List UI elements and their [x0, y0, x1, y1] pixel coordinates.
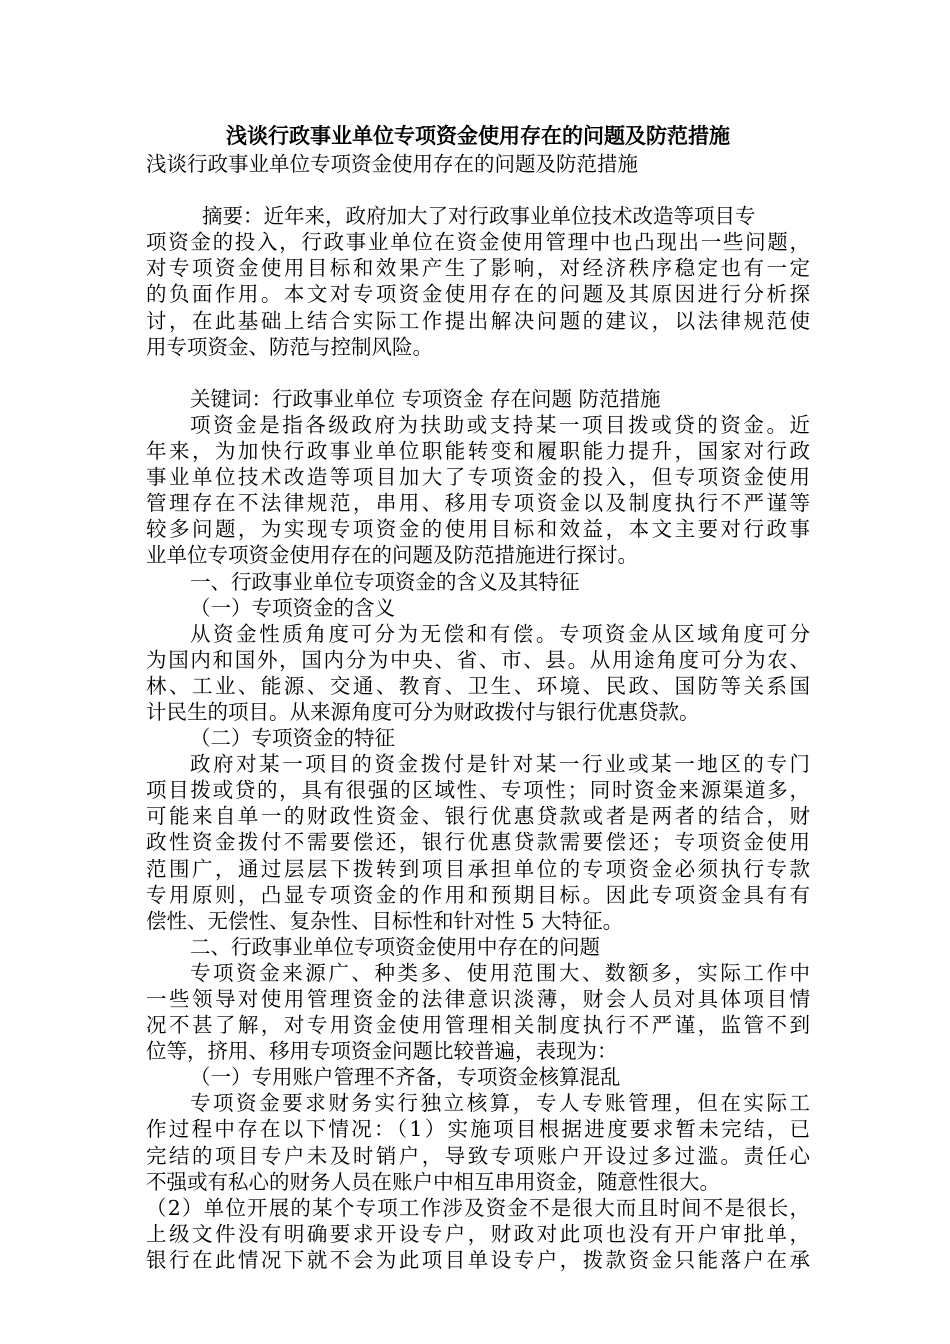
text-line: 年来，为加快行政事业单位职能转变和履职能力提升，国家对行政 [146, 439, 810, 464]
text-line: 一、行政事业单位专项资金的含义及其特征 [190, 569, 580, 594]
document-title: 浅谈行政事业单位专项资金使用存在的问题及防范措施 [226, 124, 730, 148]
document-body [146, 151, 810, 1273]
text-line: 项目拨或贷的，具有很强的区域性、专项性；同时资金来源渠道多， [146, 778, 810, 803]
text-line: 上级文件没有明确要求开设专户，财政对此项也没有开户审批单， [146, 1221, 810, 1246]
text-line: 浅谈行政事业单位专项资金使用存在的问题及防范措施 [146, 152, 638, 176]
text-line: 作过程中存在以下情况：（1）实施项目根据进度要求暂未完结，已 [146, 1117, 810, 1142]
text-line: 不强或有私心的财务人员在账户中相互串用资金，随意性很大。 [146, 1169, 720, 1194]
text-line: 计民生的项目。从来源角度可分为财政拨付与银行优惠贷款。 [146, 699, 700, 724]
text-line: （一）专项资金的含义 [190, 595, 395, 620]
blank-line [146, 177, 810, 203]
text-line: 项资金是指各级政府为扶助或支持某一项目拨或贷的资金。近 [190, 412, 810, 437]
text-line: 业单位专项资金使用存在的问题及防范措施进行探讨。 [146, 543, 638, 568]
text-line: 摘要：近年来，政府加大了对行政事业单位技术改造等项目专 [202, 204, 756, 229]
text-line: 偿性、无偿性、复杂性、目标性和针对性 5 大特征。 [146, 908, 624, 933]
text-line: 完结的项目专户未及时销户，导致专项账户开设过多过滥。责任心 [146, 1143, 810, 1168]
text-line: （二）专项资金的特征 [190, 726, 395, 751]
text-line: 从资金性质角度可分为无偿和有偿。专项资金从区域角度可分 [190, 621, 810, 646]
text-line: （一）专用账户管理不齐备，专项资金核算混乱 [190, 1065, 621, 1090]
text-line: 况不甚了解，对专用资金使用管理相关制度执行不严谨，监管不到 [146, 1013, 810, 1038]
text-line: 的负面作用。本文对专项资金使用存在的问题及其原因进行分析探 [146, 282, 810, 307]
document-page [146, 121, 810, 1273]
text-line: 二、行政事业单位专项资金使用中存在的问题 [190, 934, 600, 959]
text-line: 为国内和国外，国内分为中央、省、市、县。从用途角度可分为农、 [146, 647, 810, 672]
text-line: 银行在此情况下就不会为此项目单设专户，拨款资金只能落户在承 [146, 1247, 810, 1272]
text-line: 专用原则，凸显专项资金的作用和预期目标。因此专项资金具有有 [146, 882, 810, 907]
text-line: 政性资金拨付不需要偿还，银行优惠贷款需要偿还；专项资金使用 [146, 830, 810, 855]
text-line: （2）单位开展的某个专项工作涉及资金不是很大而且时间不是很长， [146, 1195, 810, 1220]
text-line: 管理存在不法律规范，串用、移用专项资金以及制度执行不严谨等 [146, 491, 810, 516]
text-line: 可能来自单一的财政性资金、银行优惠贷款或者是两者的结合，财 [146, 804, 810, 829]
text-line: 对专项资金使用目标和效果产生了影响，对经济秩序稳定也有一定 [146, 256, 810, 281]
text-line: 事业单位技术改造等项目加大了专项资金的投入，但专项资金使用 [146, 465, 810, 490]
text-line: 范围广，通过层层下拨转到项目承担单位的专项资金必须执行专款 [146, 856, 810, 881]
text-line: 关键词：行政事业单位 专项资金 存在问题 防范措施 [190, 386, 661, 411]
text-line: 讨，在此基础上结合实际工作提出解决问题的建议，以法律规范使 [146, 308, 810, 333]
blank-line [146, 360, 810, 386]
text-line: 专项资金要求财务实行独立核算，专人专账管理，但在实际工 [190, 1091, 810, 1116]
text-line: 政府对某一项目的资金拨付是针对某一行业或某一地区的专门 [190, 752, 810, 777]
text-line: 一些领导对使用管理资金的法律意识淡薄，财会人员对具体项目情 [146, 987, 810, 1011]
text-line: 项资金的投入，行政事业单位在资金使用管理中也凸现出一些问题， [146, 230, 810, 255]
text-line: 专项资金来源广、种类多、使用范围大、数额多，实际工作中 [190, 960, 810, 985]
text-line: 位等，挤用、移用专项资金问题比较普遍，表现为： [146, 1039, 618, 1064]
text-line: 用专项资金、防范与控制风险。 [146, 334, 433, 359]
text-line: 较多问题，为实现专项资金的使用目标和效益，本文主要对行政事 [146, 517, 810, 542]
text-line: 林、工业、能源、交通、教育、卫生、环境、民政、国防等关系国 [146, 673, 810, 698]
